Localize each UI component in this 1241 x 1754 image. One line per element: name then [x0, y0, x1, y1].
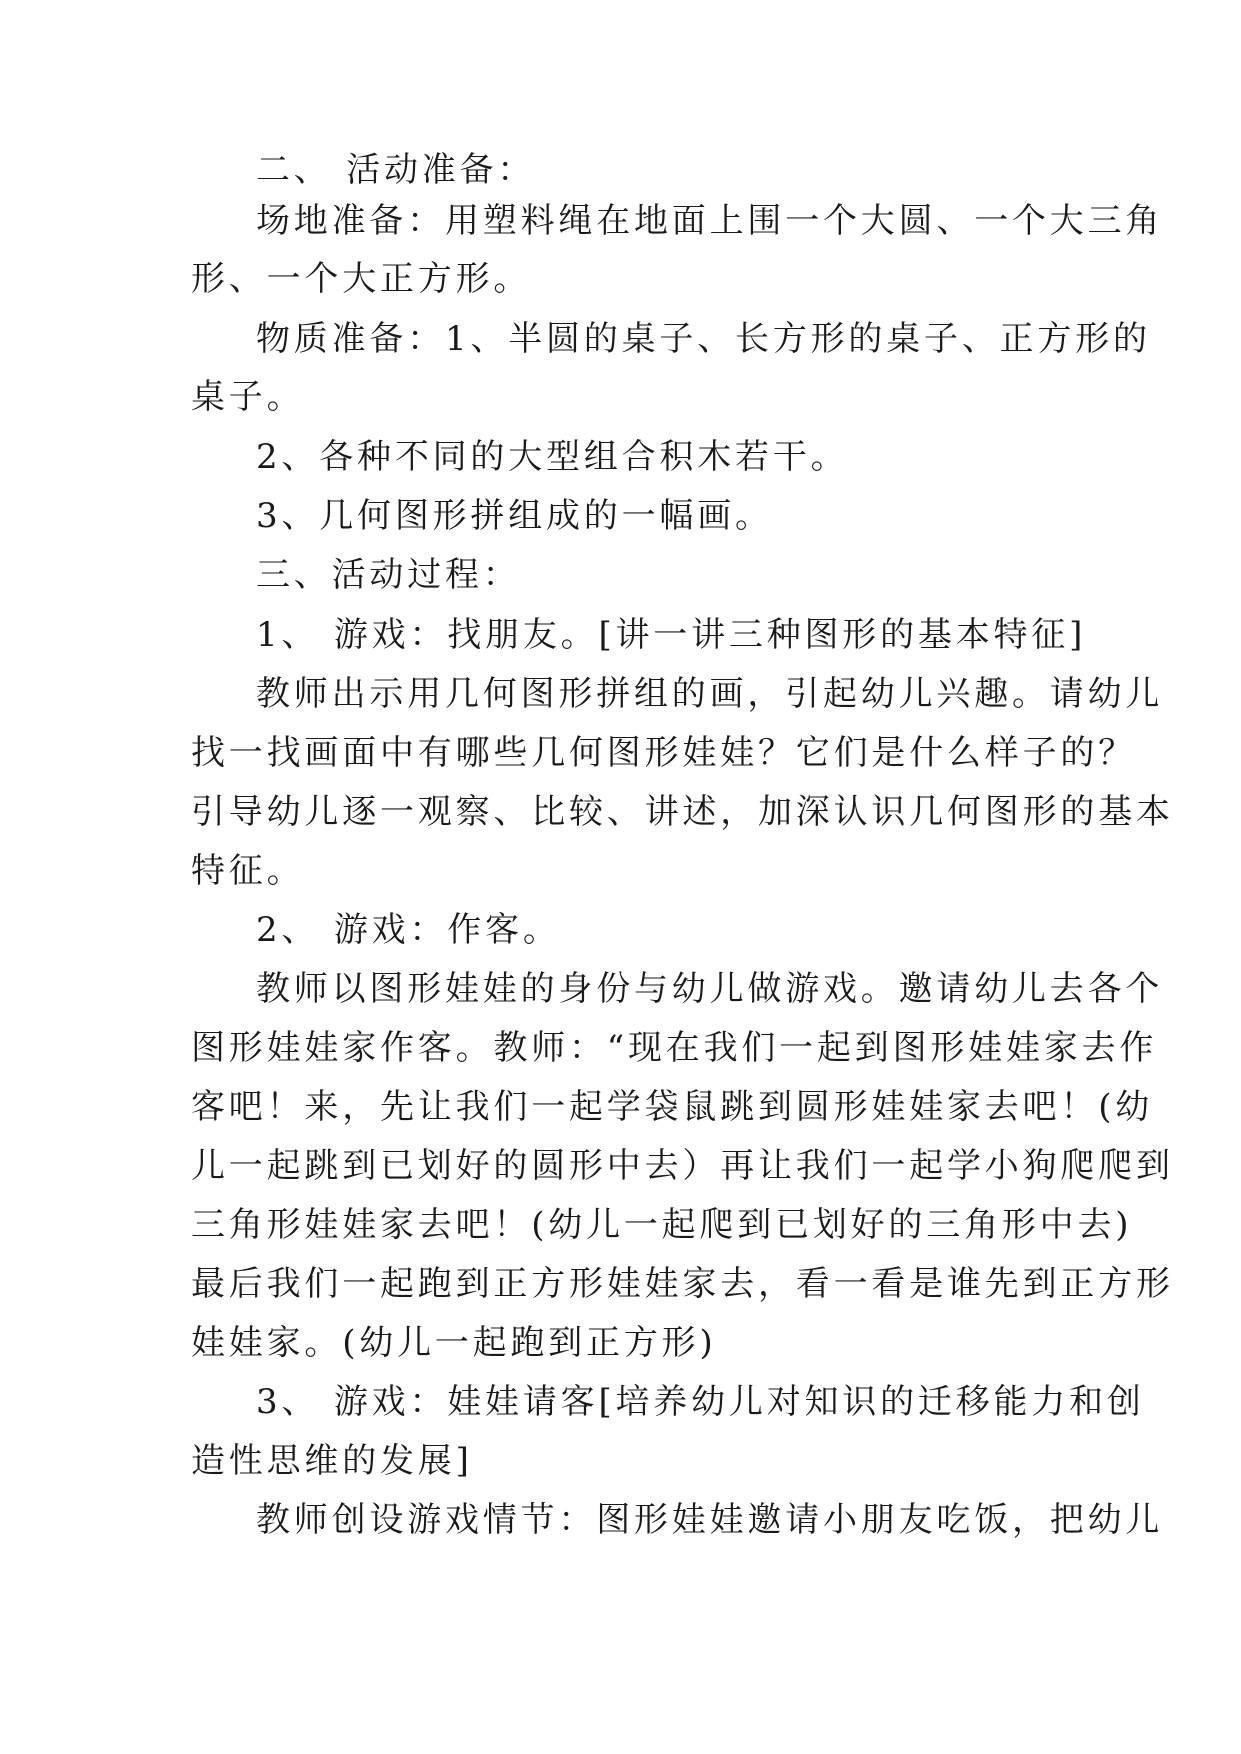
paragraph-line: 场地准备：用塑料绳在地面上围一个大圆、一个大三角 [256, 201, 1164, 241]
paragraph-line: 图形娃娃家作客。教师：“现在我们一起到图形娃娃家去作 [191, 1028, 1158, 1068]
paragraph-line: 桌子。 [191, 377, 305, 417]
list-item: 2、各种不同的大型组合积木若干。 [256, 437, 849, 477]
paragraph-line: 造性思维的发展] [191, 1441, 473, 1481]
list-item: 2、 游戏：作客。 [256, 910, 561, 950]
paragraph-line: 找一找画面中有哪些几何图形娃娃？它们是什么样子的？ [191, 733, 1136, 773]
paragraph-line: 教师出示用几何图形拼组的画，引起幼儿兴趣。请幼儿 [256, 674, 1164, 714]
paragraph-line: 客吧！来，先让我们一起学袋鼠跳到圆形娃娃家去吧！(幼 [191, 1087, 1154, 1127]
paragraph-line: 娃娃家。(幼儿一起跑到正方形) [191, 1323, 717, 1363]
paragraph-line: 教师创设游戏情节：图形娃娃邀请小朋友吃饭，把幼儿 [256, 1500, 1164, 1540]
paragraph-line: 引导幼儿逐一观察、比较、讲述，加深认识几何图形的基本 [191, 792, 1174, 832]
paragraph-line: 教师以图形娃娃的身份与幼儿做游戏。邀请幼儿去各个 [256, 969, 1164, 1009]
paragraph-line: 形、一个大正方形。 [191, 259, 532, 299]
section-heading: 三、活动过程： [256, 555, 521, 595]
paragraph-line: 三角形娃娃家去吧！(幼儿一起爬到已划好的三角形中去) [191, 1205, 1133, 1245]
section-heading: 二、 活动准备： [256, 150, 536, 190]
paragraph-line: 最后我们一起跑到正方形娃娃家去，看一看是谁先到正方形 [191, 1264, 1174, 1304]
list-item: 3、 游戏：娃娃请客[培养幼儿对知识的迁移能力和创 [256, 1382, 1145, 1422]
paragraph-line: 儿一起跳到已划好的圆形中去）再让我们一起学小狗爬爬到 [191, 1146, 1174, 1186]
list-item: 3、几何图形拼组成的一幅画。 [256, 496, 773, 536]
paragraph-line: 特征。 [191, 851, 305, 891]
list-item: 1、 游戏：找朋友。[讲一讲三种图形的基本特征] [256, 615, 1087, 655]
paragraph-line: 物质准备：1、半圆的桌子、长方形的桌子、正方形的 [256, 319, 1151, 359]
